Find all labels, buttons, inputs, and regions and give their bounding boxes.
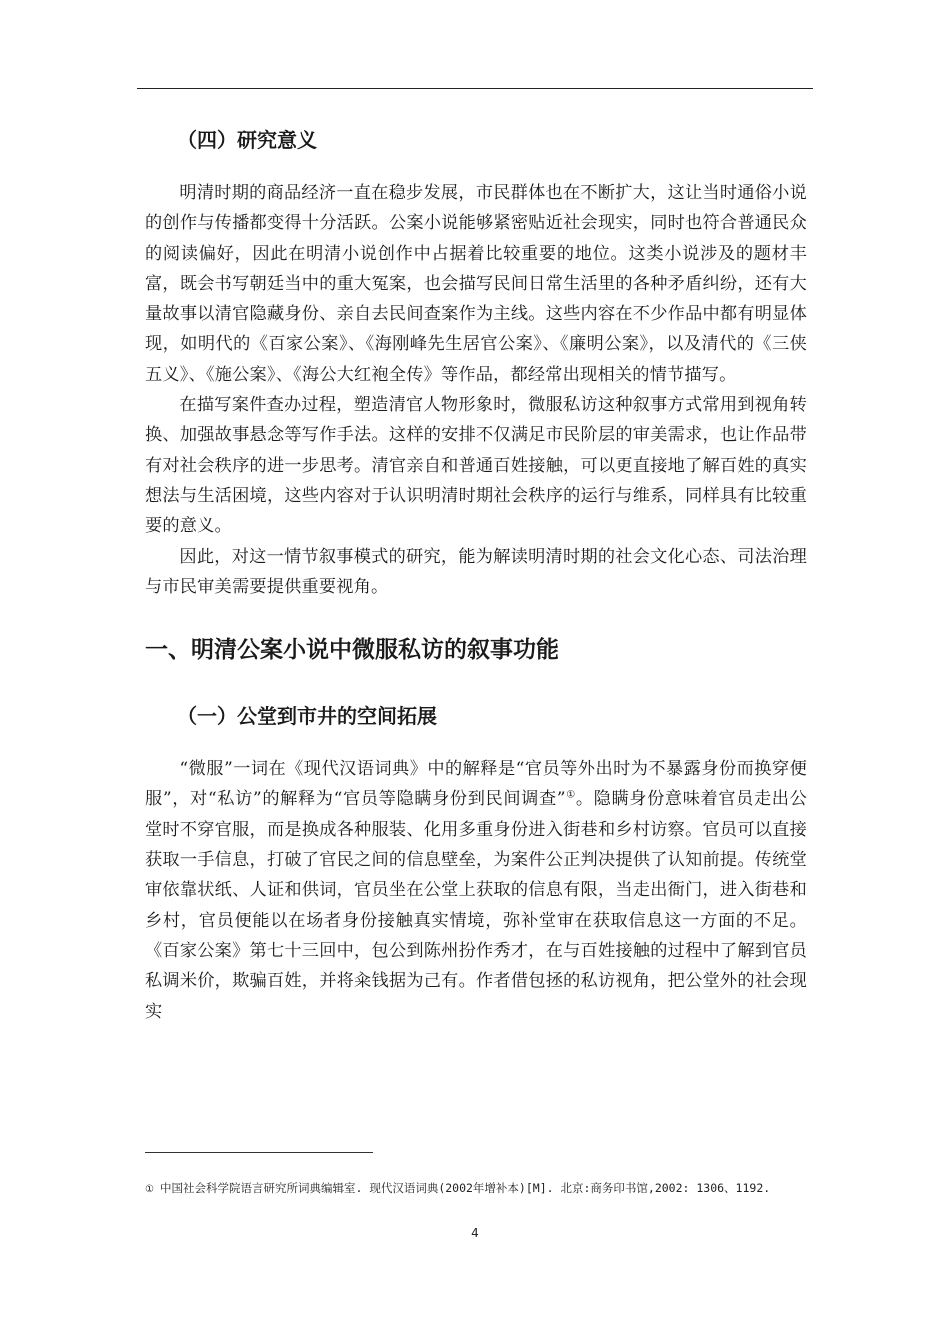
footnote-rule (145, 1152, 373, 1153)
header-rule (137, 88, 813, 89)
paragraph-text: 。隐瞒身份意味着官员走出公堂时不穿官服，而是换成各种服装、化用多重身份进入街巷和乡村访察。官员可以直接获取一手信息，打破了官民之间的信息壁垒，为案件公正判决提供了认知前提。传统堂审依靠状纸、人证和供词，官员坐在公堂上获取的信息有限，当走出衙门，进入街巷和乡村，官员便能以在场者身份接触真实情境，弥补堂审在获取信息这一方面的不足。《百家公案》第七十三回中，包公到陈州扮作秀才，在与百姓接触的过程中了解到官员私调米价，欺骗百姓，并将籴钱据为己有。作者借包拯的私访视角，把公堂外的社会现实 (145, 789, 807, 1022)
paragraph: 在描写案件查办过程，塑造清官人物形象时，微服私访这种叙事方式常用到视角转换、加强故事悬念等写作手法。这样的安排不仅满足市民阶层的审美需求，也让作品带有对社会秩序的进一步思考。清官亲自和普通百姓接触，可以更直接地了解百姓的真实想法与生活困境，这些内容对于认识明清时期社会秩序的运行与维系，同样具有比较重要的意义。 (145, 395, 807, 537)
page-body (145, 118, 807, 1027)
footnote-reference[interactable]: ① (565, 789, 576, 801)
footnote (145, 1170, 813, 1208)
paragraph (145, 754, 807, 1027)
paragraph: 因此，对这一情节叙事模式的研究，能为解读明清时期的社会文化心态、司法治理与市民审美需要提供重要视角。 (145, 546, 807, 597)
paragraph-text: “微服”一词在《现代汉语词典》中的解释是“官员等外出时为不暴露身份而换穿便服”，对“私访”的解释为“官员等隐瞒身份到民间调查” (145, 759, 807, 810)
chapter-heading: 一、明清公案小说中微服私访的叙事功能 (145, 637, 559, 664)
paragraph: 明清时期的商品经济一直在稳步发展，市民群体也在不断扩大，这让当时通俗小说的创作与传播都变得十分活跃。公案小说能够紧密贴近社会现实，同时也符合普通民众的阅读偏好，因此在明清小说创作中占据着比较重要的地位。这类小说涉及的题材丰富，既会书写朝廷当中的重大冤案，也会描写民间日常生活里的各种矛盾纠纷，还有大量故事以清官隐藏身份、亲自去民间查案作为主线。这些内容在不少作品中都有明显体现，如明代的《百家公案》、《海刚峰先生居官公案》、《廉明公案》，以及清代的《三侠五义》、《施公案》、《海公大红袍全传》等作品，都经常出现相关的情节描写。 (145, 183, 807, 385)
footnote-marker: ① (145, 1184, 154, 1195)
footnote-text: 中国社会科学院语言研究所词典编辑室. 现代汉语词典(2002年增补本)[M]. 北京:商务印书馆,2002: 1306、1192. (159, 1181, 771, 1195)
section-heading-space: （一）公堂到市井的空间拓展 (177, 704, 437, 729)
section-heading-significance: （四）研究意义 (177, 128, 317, 152)
page-number: 4 (471, 1226, 479, 1240)
